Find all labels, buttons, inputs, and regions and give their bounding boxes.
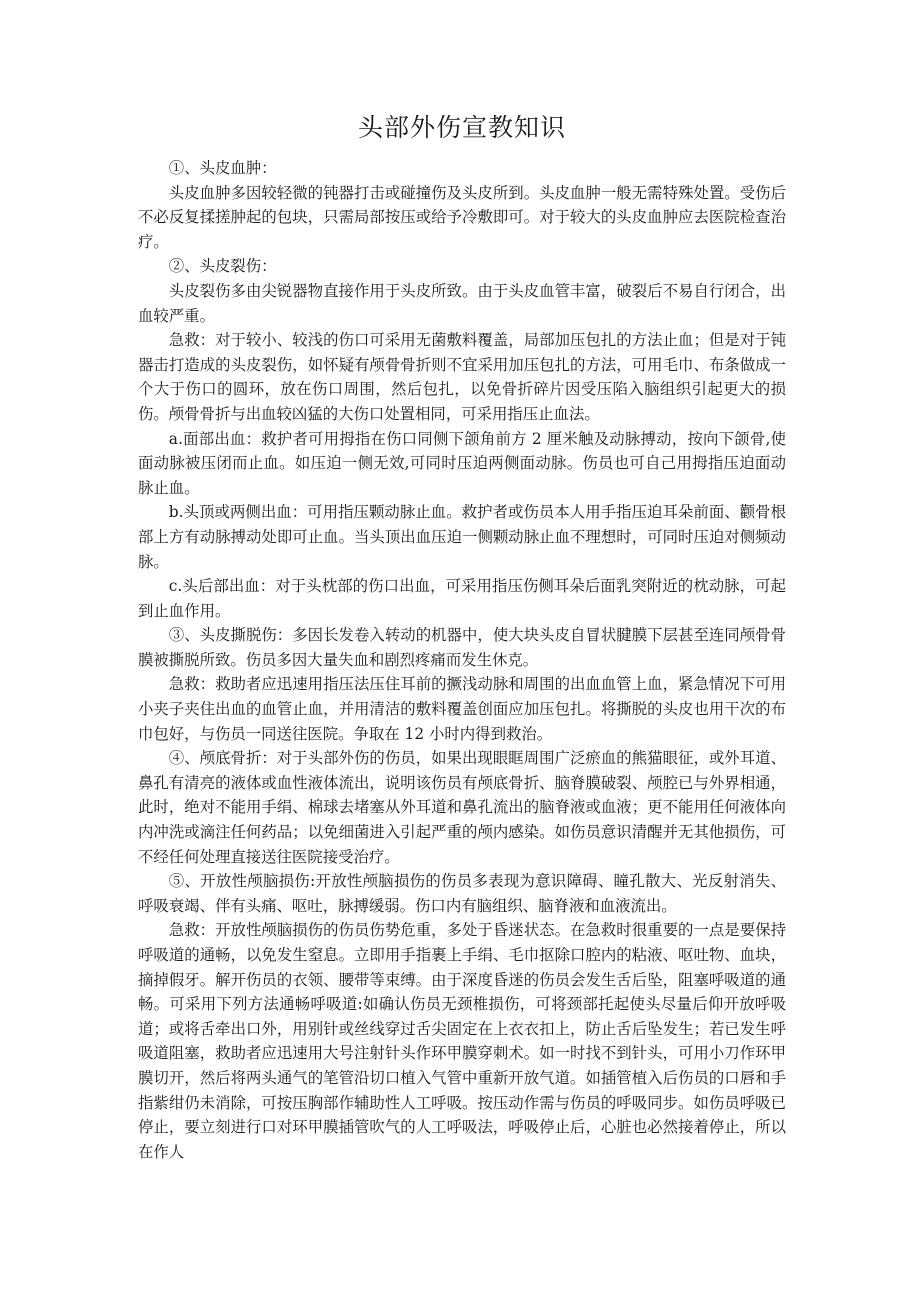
paragraph-laceration-first-aid: 急救：对于较小、较浅的伤口可采用无菌敷料覆盖，局部加压包扎的方法止血；但是对于钝器击打造成的头皮裂伤，如怀疑有颅骨骨折则不宜采用加压包扎的方法，可用毛巾、布条做成一个大于伤口的圆环，放在伤口周围，然后包扎，以免骨折碎片因受压陷入脑组织引起更大的损伤。颅骨骨折与出血较凶猛的大伤口处置相同，可采用指压止血法。	[138, 331, 786, 423]
section-heading-scalp-hematoma: ①、头皮血肿：	[168, 159, 277, 177]
document-title: 头部外伤宣教知识	[357, 113, 566, 142]
section-heading-scalp-laceration: ②、头皮裂伤：	[168, 257, 277, 276]
paragraph-crown-bleeding: b.头顶或两侧出血：可用指压颗动脉止血。救护者或伤员本人用手指压迫耳朵前面、颧骨根部上方有动脉搏动处即可止血。当头顶出血压迫一侧颗动脉止血不理想时，可同时压迫对侧频动脉。	[138, 503, 786, 571]
paragraph-facial-bleeding: a.面部出血：救护者可用拇指在伤口同侧下颌角前方 2 厘米触及动脉搏动，按向下颌骨,使面动脉被压闭而止血。如压迫一侧无效,可同时压迫两侧面动脉。伤员也可自己用拇指压迫面动脉止血。	[138, 429, 786, 497]
paragraph-scalp-avulsion: ③、头皮撕脱伤：多因长发卷入转动的机器中，使大块头皮自冒状腱膜下层甚至连同颅骨骨膜被撕脱所致。伤员多因大量失血和剧烈疼痛而发生休克。	[138, 626, 786, 669]
paragraph-scalp-hematoma: 头皮血肿多因较轻微的钝器打击或碰撞伤及头皮所到。头皮血肿一般无需特殊处置。受伤后不必反复揉搓肿起的包块，只需局部按压或给予冷敷即可。对于较大的头皮血肿应去医院检查治疗。	[138, 183, 786, 251]
paragraph-open-injury-first-aid: 急救：开放性颅脑损伤的伤员伤势危重，多处于昏迷状态。在急救时很重要的一点是要保持呼吸道的通畅，以免发生窒息。立即用手指裹上手绢、毛巾抠除口腔内的粘液、呕吐物、血块，摘掉假牙。解开伤员的衣领、腰带等束缚。由于深度昏迷的伤员会发生舌后坠，阻塞呼吸道的通畅。可采用下列方法通畅呼吸道:如确认伤员无颈椎损伤，可将颈部托起使头尽量后仰开放呼吸道；或将舌牵出口外，用别针或丝线穿过舌尖固定在上衣衣扣上，防止舌后坠发生；若已发生呼吸道阻塞，救助者应迅速用大号注射针头作环甲膜穿刺术。如一时找不到针头，可用小刀作环甲膜切开，然后将两头通气的笔管沿切口植入气管中重新开放气道。如插管植入后伤员的口唇和手指紫绀仍未消除，可按压胸部作辅助性人工呼吸。按压动作需与伤员的呼吸同步。如伤员呼吸已停止，要立刻进行口对环甲膜插管吹气的人工呼吸法，呼吸停止后，心脏也必然接着停止，所以在作人	[138, 921, 786, 1161]
paragraph-avulsion-first-aid: 急救：救助者应迅速用指压法压住耳前的撅浅动脉和周围的出血血管上血，紧急情况下可用小夹子夹住出血的血管止血，并用清洁的敷料覆盖创面应加压包扎。将撕脱的头皮也用干次的布巾包好，与伤员一同送往医院。争取在 12 小时内得到救治。	[138, 675, 786, 743]
document-page	[138, 110, 786, 1164]
paragraph-occipital-bleeding: c.头后部出血：对于头枕部的伤口出血，可采用指压伤侧耳朵后面乳突附近的枕动脉，可起到止血作用。	[138, 577, 786, 620]
paragraph-open-brain-injury: ⑤、开放性颅脑损伤:开放性颅脑损伤的伤员多表现为意识障碍、瞳孔散大、光反射消失、呼吸衰竭、伴有头痛、呕吐，脉搏缓弱。伤口内有脑组织、脑脊液和血液流出。	[138, 872, 786, 915]
paragraph-skull-base-fracture: ④、颅底骨折：对于头部外伤的伤员，如果出现眼眶周围广泛瘀血的熊猫眼征，或外耳道、鼻孔有清亮的液体或血性液体流出，说明该伤员有颅底骨折、脑脊膜破裂、颅腔已与外界相通，此时，绝对不能用手绢、棉球去堵塞从外耳道和鼻孔流出的脑脊液或血液；更不能用任何液体向内冲洗或滴注任何药品；以免细菌进入引起严重的颅内感染。如伤员意识清醒并无其他损伤，可不经任何处理直接送往医院接受治疗。	[138, 749, 786, 866]
paragraph-scalp-laceration: 头皮裂伤多由尖锐器物直接作用于头皮所致。由于头皮血管丰富，破裂后不易自行闭合，出血较严重。	[138, 281, 786, 325]
